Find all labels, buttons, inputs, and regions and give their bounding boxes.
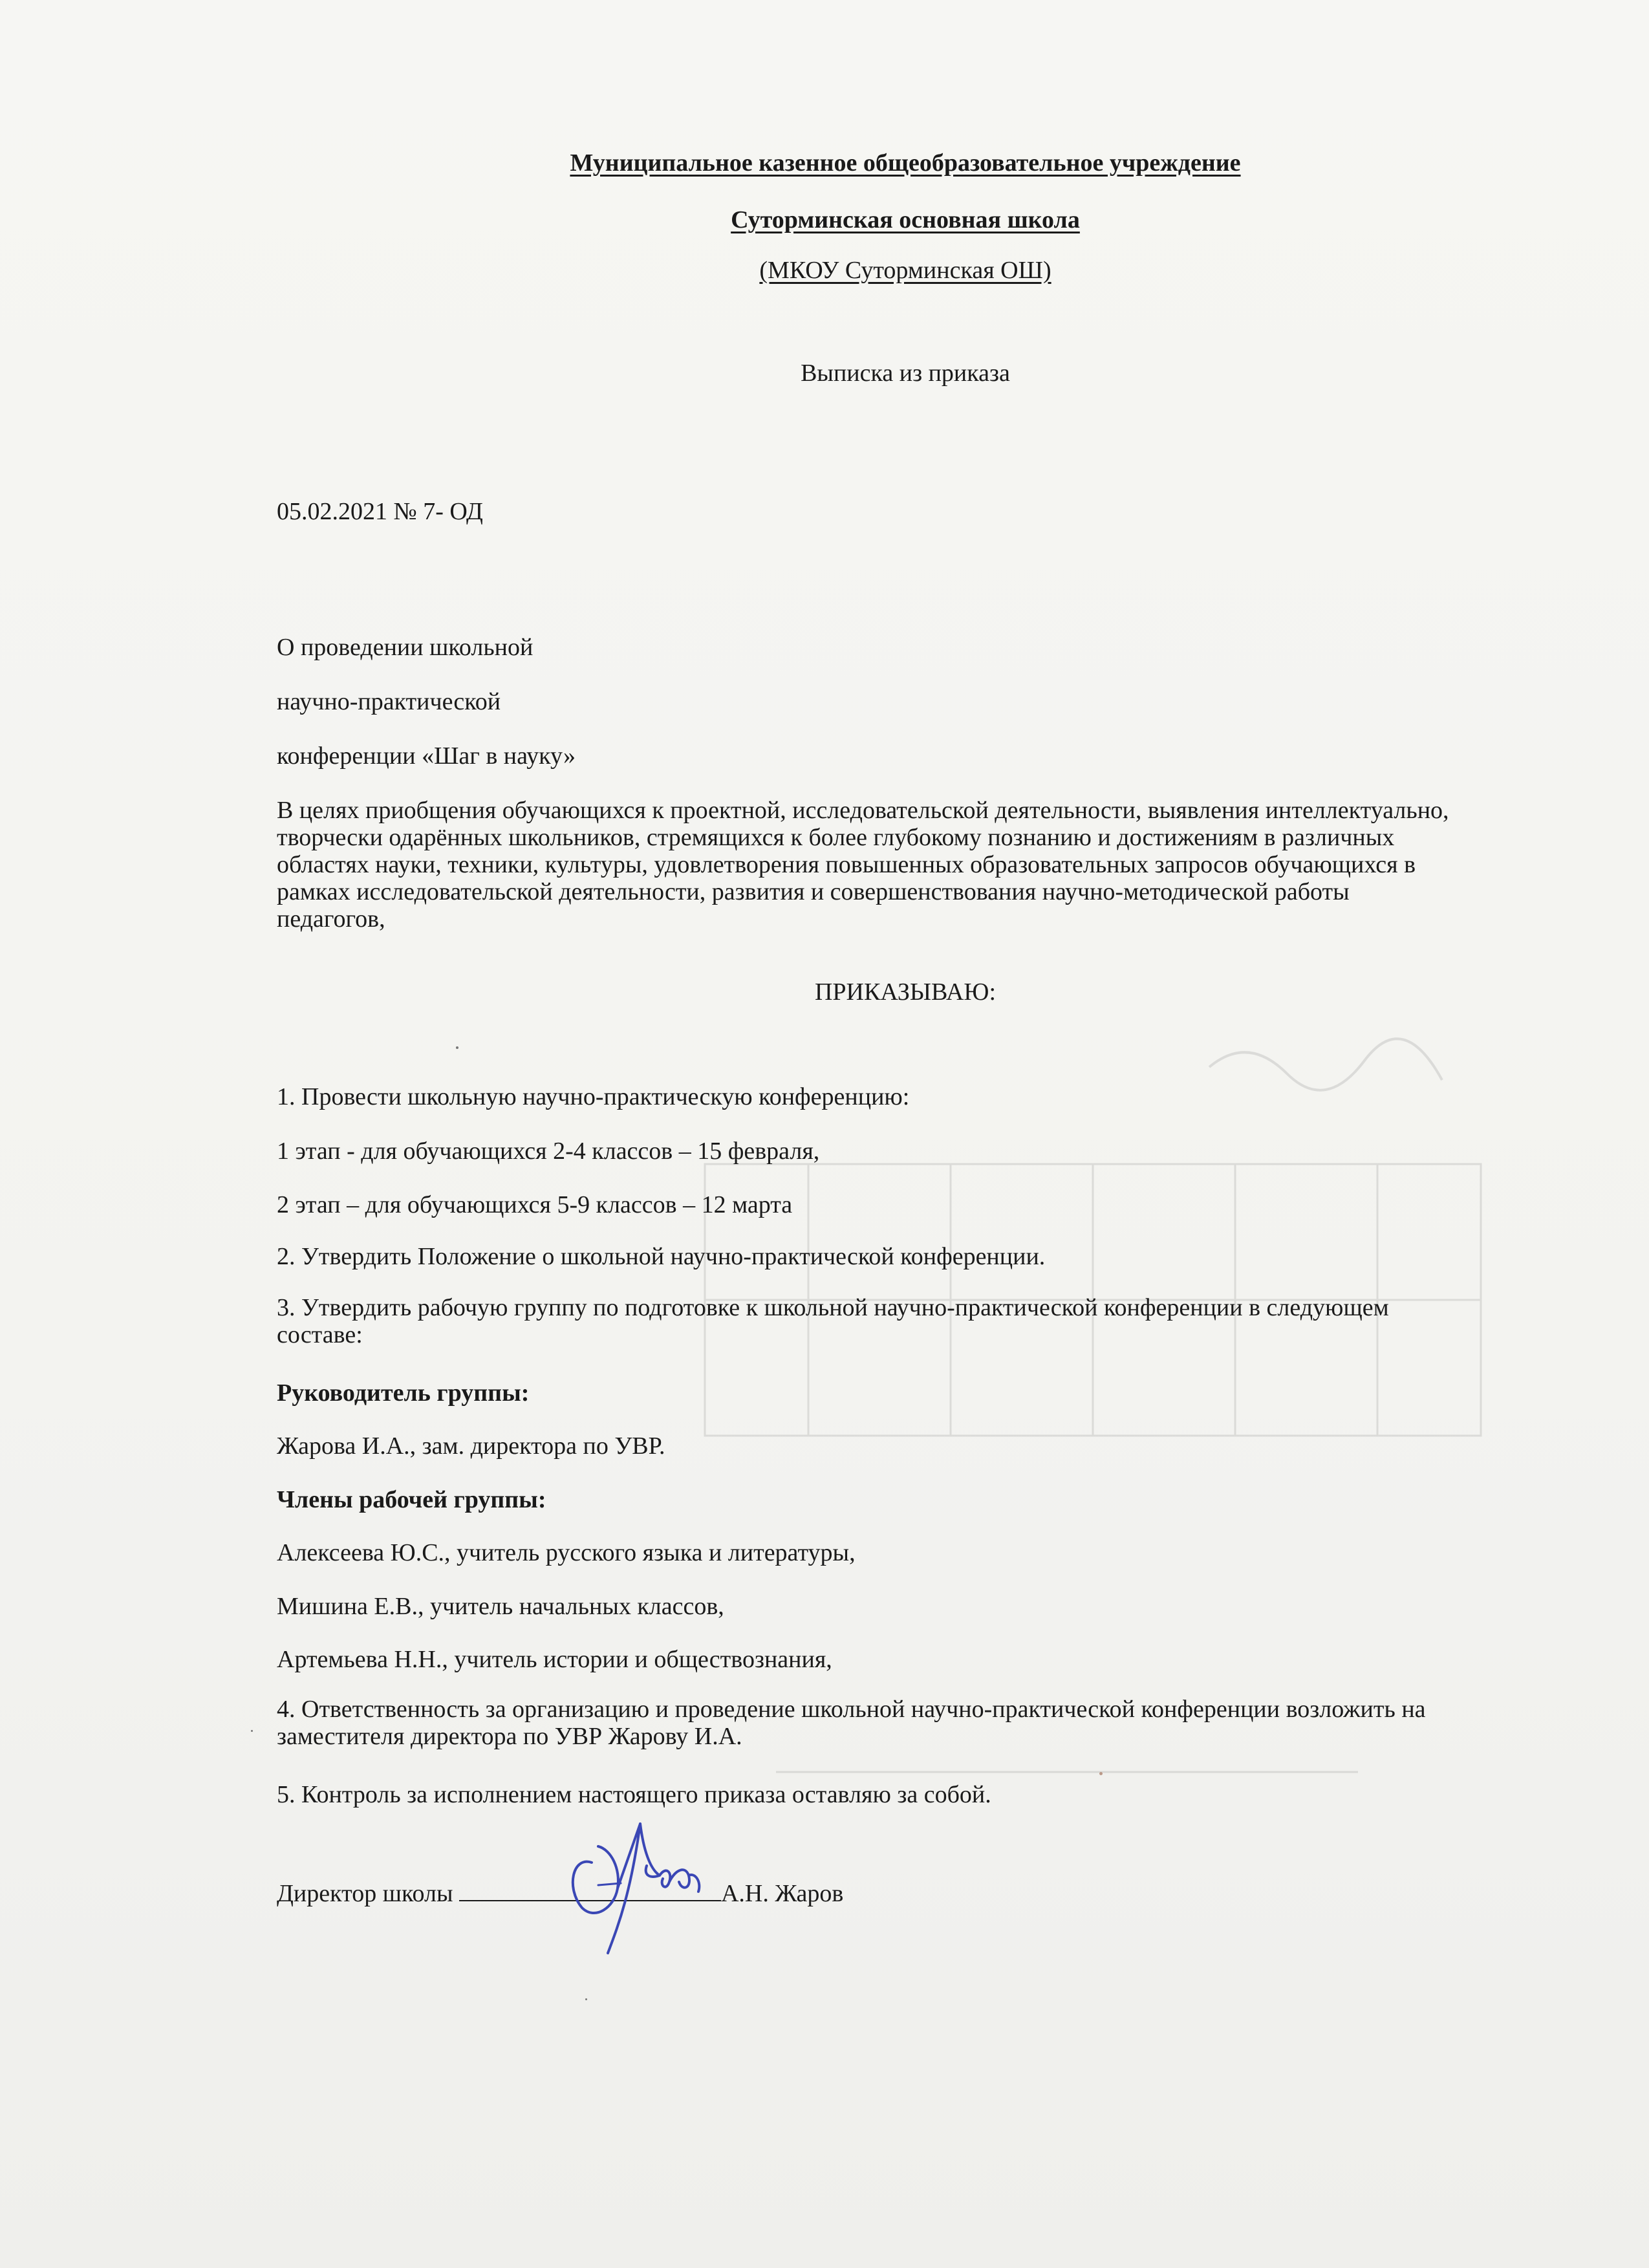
- subject-line3: конференции «Шаг в науку»: [277, 742, 576, 770]
- leader-name: Жарова И.А., зам. директора по УВР.: [277, 1432, 665, 1460]
- speck: [251, 1730, 253, 1732]
- item-4: 4. Ответственность за организацию и проведение школьной научно-практической конференции возложить на заместителя директора по УВР Жарову И.А.: [277, 1696, 1426, 1750]
- item-1: 1. Провести школьную научно-практическую конференцию:: [277, 1083, 910, 1110]
- subject-line2: научно-практической: [277, 688, 501, 715]
- leader-heading: Руководитель группы:: [277, 1379, 530, 1407]
- signatory-position: Директор школы: [277, 1880, 459, 1907]
- item-3: 3. Утвердить рабочую группу по подготовке к школьной научно-практической конференции в следующем составе:: [277, 1294, 1389, 1348]
- member-2: Мишина Е.В., учитель начальных классов,: [277, 1593, 724, 1620]
- org-name-line1: Муниципальное казенное общеобразовательное учреждение: [570, 149, 1241, 177]
- preamble-paragraph: В целях приобщения обучающихся к проектной, исследовательской деятельности, выявления интеллектуально, творчески одарённых школьников, стремящихся к более глубокому познанию и достижениям в различных областях науки, техники, культуры, удовлетворения повышенных образовательных запросов обучающихся в рамках исследовательской деятельности, развития и совершенствования научно-методической работы педагогов,: [277, 797, 1449, 933]
- members-heading: Члены рабочей группы:: [277, 1486, 546, 1513]
- bleed-through-watermark: [679, 1022, 1494, 2121]
- member-1: Алексеева Ю.С., учитель русского языка и литературы,: [277, 1539, 856, 1566]
- stage-2: 2 этап – для обучающихся 5-9 классов – 12 марта: [277, 1191, 793, 1218]
- org-short-name: (МКОУ Суторминская ОШ): [759, 257, 1051, 284]
- document-title: Выписка из приказа: [801, 360, 1010, 387]
- member-3: Артемьева Н.Н., учитель истории и обществознания,: [277, 1646, 832, 1673]
- speck: [585, 1998, 587, 2000]
- stage-1: 1 этап - для обучающихся 2-4 классов – 15 февраля,: [277, 1138, 820, 1165]
- item-2: 2. Утвердить Положение о школьной научно-практической конференции.: [277, 1243, 1046, 1270]
- org-name-line2: Суторминская основная школа: [731, 206, 1080, 233]
- speck: [1099, 1772, 1103, 1775]
- subject-line1: О проведении школьной: [277, 634, 534, 661]
- handwritten-signature: [553, 1811, 708, 1960]
- speck: [456, 1046, 458, 1049]
- item-5: 5. Контроль за исполнением настоящего приказа оставляю за собой.: [277, 1781, 991, 1808]
- document-date-number: 05.02.2021 № 7- ОД: [277, 498, 483, 525]
- order-word: ПРИКАЗЫВАЮ:: [814, 978, 997, 1006]
- signatory-name: А.Н. Жаров: [720, 1880, 844, 1907]
